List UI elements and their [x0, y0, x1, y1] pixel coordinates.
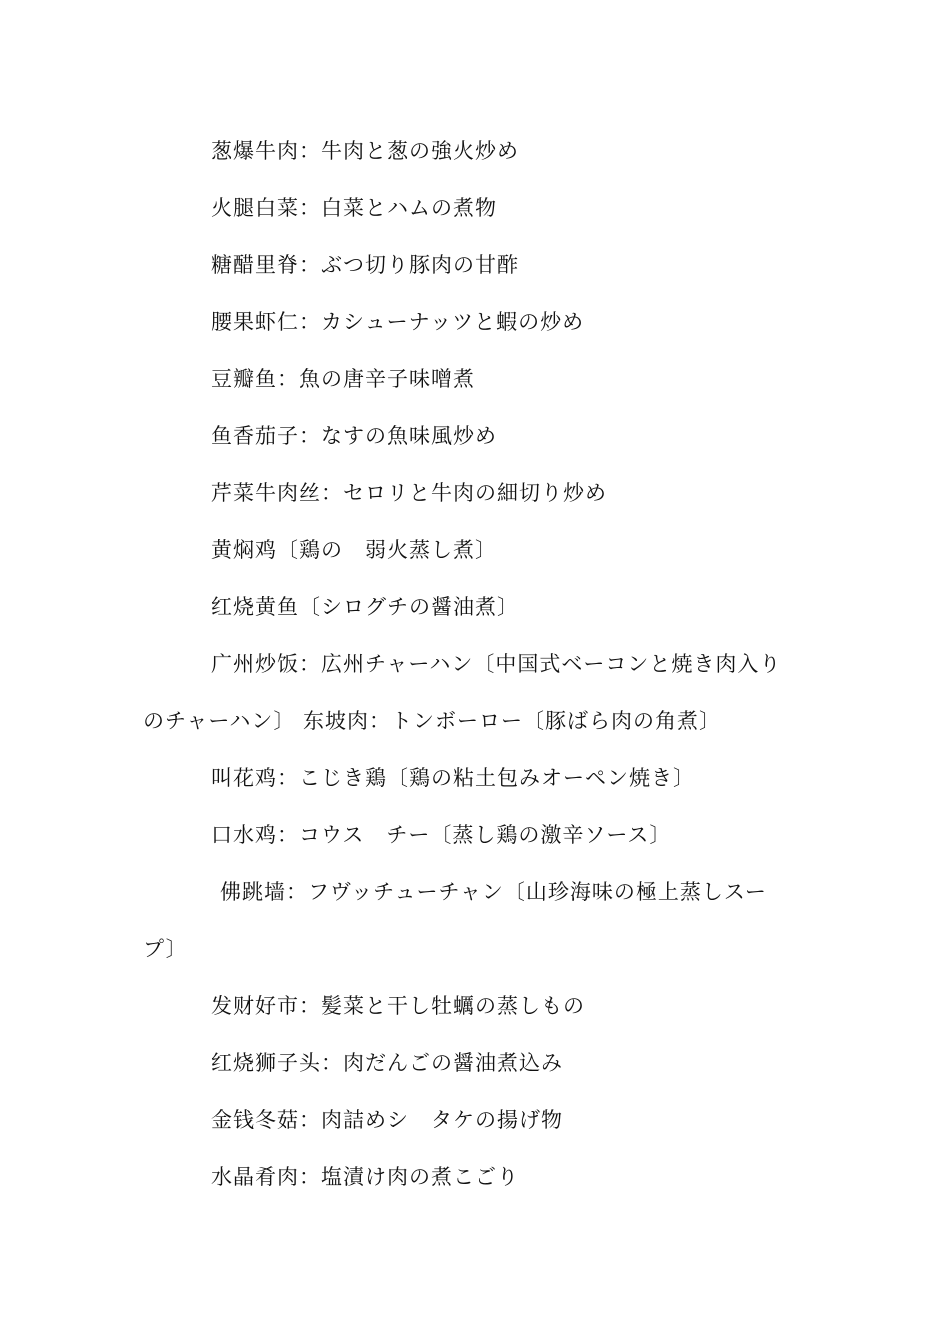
menu-line: 佛跳墙：フヴッチューチャン〔山珍海味の極上蒸しスー: [220, 880, 767, 904]
menu-line: 豆瓣鱼：魚の唐辛子味噌煮: [211, 367, 475, 391]
menu-line: 金钱冬菇：肉詰めシ タケの揚げ物: [211, 1108, 563, 1132]
menu-line: 红烧黄鱼〔シログチの醤油煮〕: [211, 595, 519, 619]
menu-line: 芹菜牛肉丝：セロリと牛肉の細切り炒め: [211, 481, 607, 505]
menu-line: 黄焖鸡〔鶏の 弱火蒸し煮〕: [211, 538, 497, 562]
menu-line-continuation: のチャーハン〕 东坡肉：トンボーロー〔豚ばら肉の角煮〕: [143, 709, 721, 733]
menu-line: 葱爆牛肉：牛肉と葱の強火炒め: [211, 139, 519, 163]
menu-line: 腰果虾仁：カシューナッツと蝦の炒め: [211, 310, 585, 334]
menu-line: 口水鸡：コウス チー〔蒸し鶏の激辛ソース〕: [211, 823, 672, 847]
menu-line: 发财好市：髪菜と干し牡蠣の蒸しもの: [211, 994, 585, 1018]
menu-line: 鱼香茄子：なすの魚味風炒め: [211, 424, 497, 448]
menu-line: 叫花鸡：こじき鶏〔鶏の粘土包みオーペン焼き〕: [211, 766, 695, 790]
menu-line: 火腿白菜：白菜とハムの煮物: [211, 196, 497, 220]
menu-line: 广州炒饭：広州チャーハン〔中国式ベーコンと焼き肉入り: [211, 652, 782, 676]
menu-line-continuation: プ〕: [143, 937, 188, 961]
menu-translation-list: [0, 126, 950, 1209]
menu-line: 红烧狮子头：肉だんごの醤油煮込み: [211, 1051, 563, 1075]
menu-line: 水晶肴肉：塩漬け肉の煮こごり: [211, 1165, 519, 1189]
menu-line: 糖醋里脊：ぶつ切り豚肉の甘酢: [211, 253, 519, 277]
